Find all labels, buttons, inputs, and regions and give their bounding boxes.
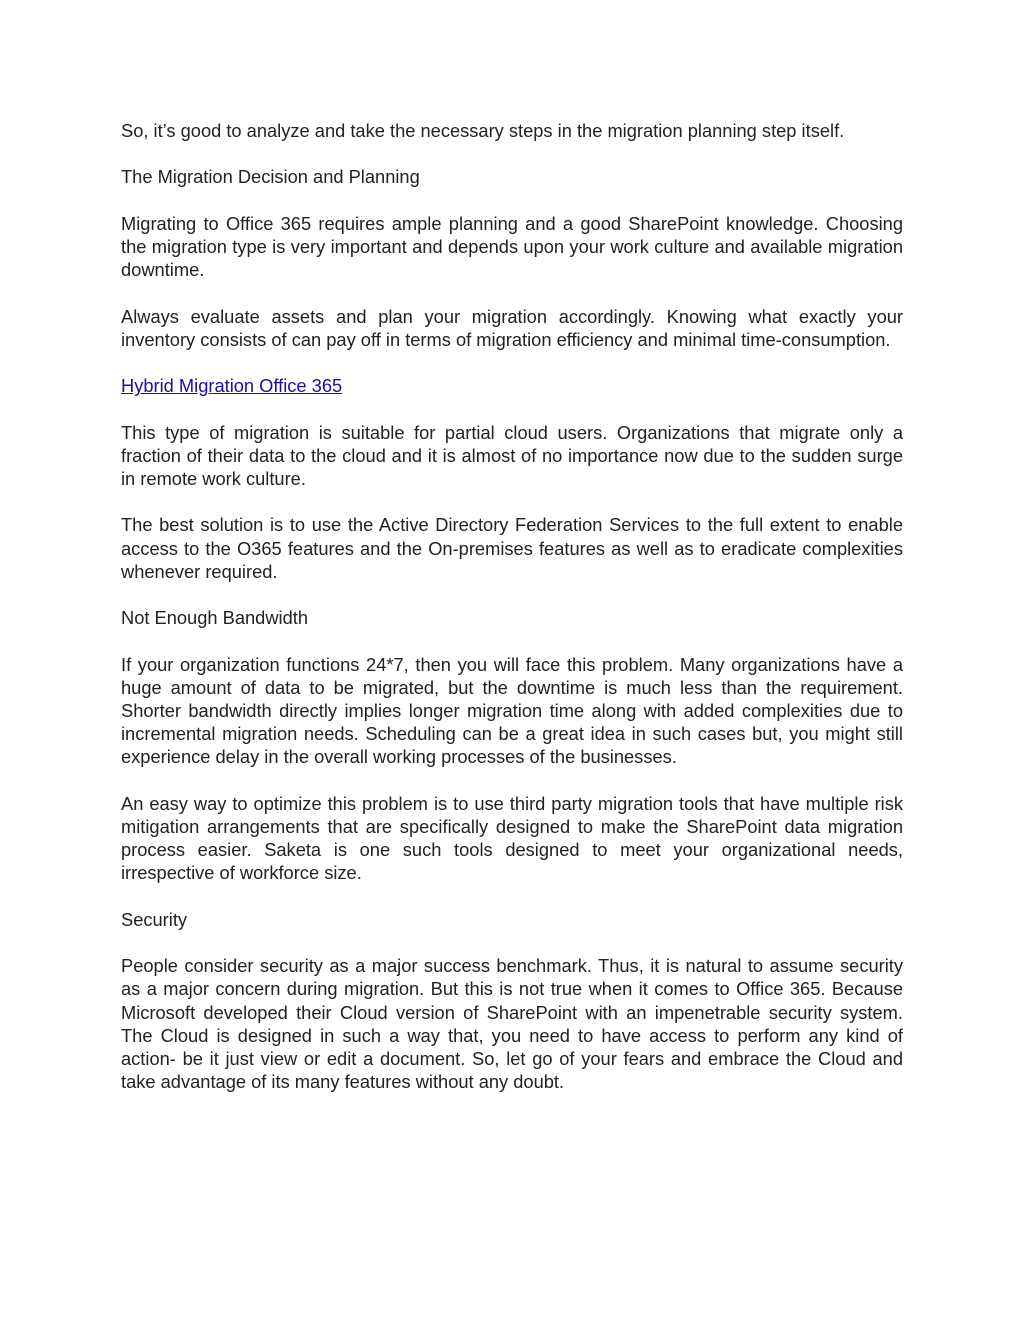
paragraph-hybrid-description: This type of migration is suitable for partial cloud users. Organizations that migrate only a fraction of their data to the cloud and it is almost of no importance now due to the sudden surge in remote work culture. <box>121 421 903 489</box>
heading-migration-decision: The Migration Decision and Planning <box>121 166 420 188</box>
hybrid-migration-link-block <box>121 374 903 397</box>
paragraph-migration-planning: Migrating to Office 365 requires ample planning and a good SharePoint knowledge. Choosing the migration type is very important and depends upon your work culture and available migration downtime. <box>121 212 903 281</box>
paragraph-security: People consider security as a major success benchmark. Thus, it is natural to assume security as a major concern during migration. But this is not true when it comes to Office 365. Because Microsoft developed their Cloud version of SharePoint with an impenetrable security system. The Cloud is designed in such a way that, you need to have access to perform any kind of action- be it just view or edit a document. So, let go of your fears and embrace the Cloud and take advantage of its many features without any doubt. <box>121 955 903 1093</box>
paragraph-hybrid-solution: The best solution is to use the Active Directory Federation Services to the full extent to enable access to the O365 features and the On-premises features as well as to eradicate complexities whenever required. <box>121 514 903 582</box>
paragraph-evaluate-assets: Always evaluate assets and plan your migration accordingly. Knowing what exactly your inventory consists of can pay off in terms of migration efficiency and minimal time-consumption. <box>121 305 903 350</box>
heading-bandwidth: Not Enough Bandwidth <box>121 607 309 629</box>
paragraph-bandwidth-problem: If your organization functions 24*7, then you will face this problem. Many organizations have a huge amount of data to be migrated, but the downtime is much less than the requirement. Shorter bandwidth directly implies longer migration time along with added complexities due to incremental migration needs. Scheduling can be a great idea in such cases but, you might still experience delay in the overall working processes of the businesses. <box>121 653 903 768</box>
document-body <box>121 119 903 1117</box>
intro-paragraph: So, it’s good to analyze and take the necessary steps in the migration planning step itself. <box>121 120 845 141</box>
heading-security: Security <box>121 908 188 930</box>
hybrid-migration-link[interactable]: Hybrid Migration Office 365 <box>121 375 343 397</box>
paragraph-bandwidth-solution: An easy way to optimize this problem is to use third party migration tools that have multiple risk mitigation arrangements that are specifically designed to make the SharePoint data migration process easier. Saketa is one such tools designed to meet your organizational needs, irrespective of workforce size. <box>121 792 903 884</box>
